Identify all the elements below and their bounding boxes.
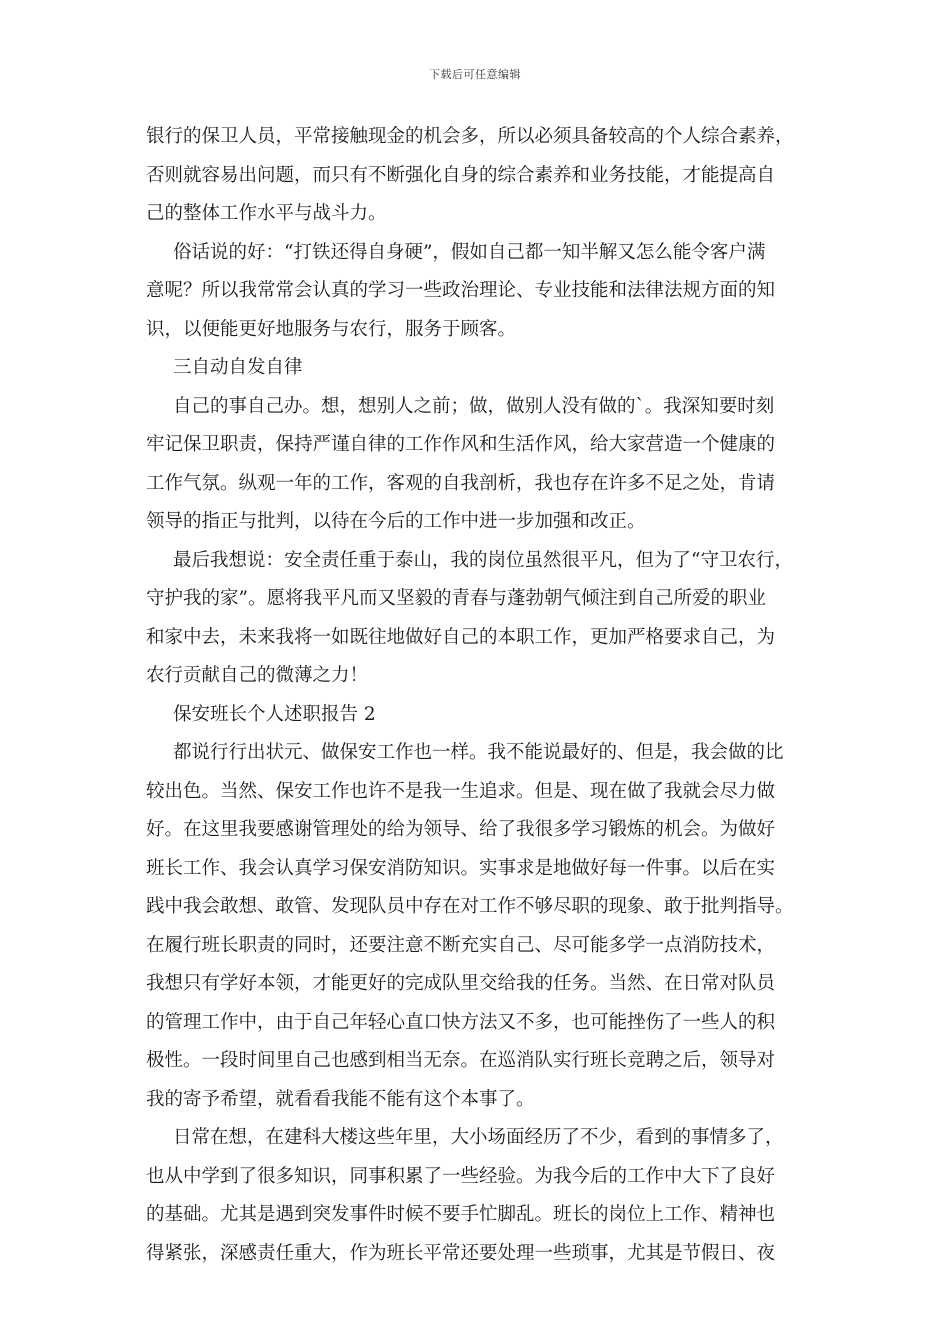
text-line: 工作气氛。纵观一年的工作，客观的自我剖析，我也存在许多不足之处，肯请	[146, 472, 776, 494]
text-line: 农行贡献自己的微薄之力！	[146, 665, 369, 686]
text-line: 守护我的家”。愿将我平凡而又坚毅的青春与蓬勃朝气倾注到自己所爱的职业	[146, 588, 766, 609]
text-line: 得紧张，深感责任重大，作为班长平常还要处理一些琐事，尤其是节假日、夜	[146, 1242, 776, 1264]
text-line: 意呢？所以我常常会认真的学习一些政治理论、专业技能和法律法规方面的知	[146, 280, 776, 301]
text-line: 在履行班长职责的同时，还要注意不断充实自己、尽可能多学一点消防技术，	[146, 934, 776, 956]
text-line: 保安班长个人述职报告 2	[173, 703, 376, 725]
text-line: 班长工作、我会认真学习保安消防知识。实事求是地做好每一件事。以后在实	[146, 857, 776, 879]
paragraph	[146, 234, 826, 350]
text-line: 己的整体工作水平与战斗力。	[146, 203, 387, 224]
text-line: 自己的事自己办。想，想别人之前；做，做别人没有做的`。我深知要时刻	[173, 395, 775, 417]
text-line: 的管理工作中，由于自己年轻心直口快方法又不多，也可能挫伤了一些人的积	[146, 1011, 776, 1033]
text-line: 牢记保卫职责，保持严谨自律的工作作风和生活作风，给大家营造一个健康的	[146, 434, 776, 455]
text-line: 识，以便能更好地服务与农行，服务于顾客。	[146, 318, 517, 340]
paragraph	[146, 118, 826, 234]
text-line: 三自动自发自律	[173, 357, 303, 378]
paragraph	[146, 696, 826, 735]
text-line: 较出色。当然、保安工作也许不是我一生追求。但是、现在做了我就会尽力做	[146, 780, 776, 802]
document-body	[146, 118, 826, 1273]
text-line: 银行的保卫人员，平常接触现金的机会多，所以必须具备较高的个人综合素养，	[146, 126, 794, 147]
text-line: 我想只有学好本领，才能更好的完成队里交给我的任务。当然、在日常对队员	[146, 973, 776, 994]
paragraph	[146, 734, 826, 1119]
paragraph	[146, 349, 826, 388]
paragraph	[146, 542, 826, 696]
text-line: 也从中学到了很多知识，同事积累了一些经验。为我今后的工作中大下了良好	[146, 1165, 776, 1187]
page-header: 下载后可任意编辑	[429, 68, 521, 81]
text-line: 好。在这里我要感谢管理处的给为领导、给了我很多学习锻炼的机会。为做好	[146, 819, 776, 840]
text-line: 日常在想，在建科大楼这些年里，大小场面经历了不少，看到的事情多了，	[173, 1127, 784, 1148]
text-line: 的基础。尤其是遇到突发事件时候不要手忙脚乱。班长的岗位上工作、精神也	[146, 1204, 776, 1225]
text-line: 否则就容易出问题，而只有不断强化自身的综合素养和业务技能，才能提高自	[146, 164, 776, 186]
text-line: 和家中去，未来我将一如既往地做好自己的本职工作，更加严格要求自己，为	[146, 626, 776, 648]
text-line: 领导的指正与批判，以待在今后的工作中进一步加强和改正。	[146, 511, 646, 532]
paragraph	[146, 388, 826, 542]
text-line: 都说行行出状元、做保安工作也一样。我不能说最好的、但是，我会做的比	[173, 742, 784, 763]
text-line: 极性。一段时间里自己也感到相当无奈。在巡消队实行班长竞聘之后，领导对	[146, 1050, 776, 1071]
paragraph	[146, 1119, 826, 1273]
text-line: 践中我会敢想、敢管、发现队员中存在对工作不够尽职的现象、敢于批判指导。	[146, 896, 794, 917]
text-line: 最后我想说：安全责任重于泰山，我的岗位虽然很平凡，但为了“守卫农行，	[173, 549, 793, 571]
text-line: 俗话说的好：“打铁还得自身硬”，假如自己都一知半解又怎么能令客户满	[173, 241, 766, 263]
text-line: 我的寄予希望，就看看我能不能有这个本事了。	[146, 1088, 535, 1110]
